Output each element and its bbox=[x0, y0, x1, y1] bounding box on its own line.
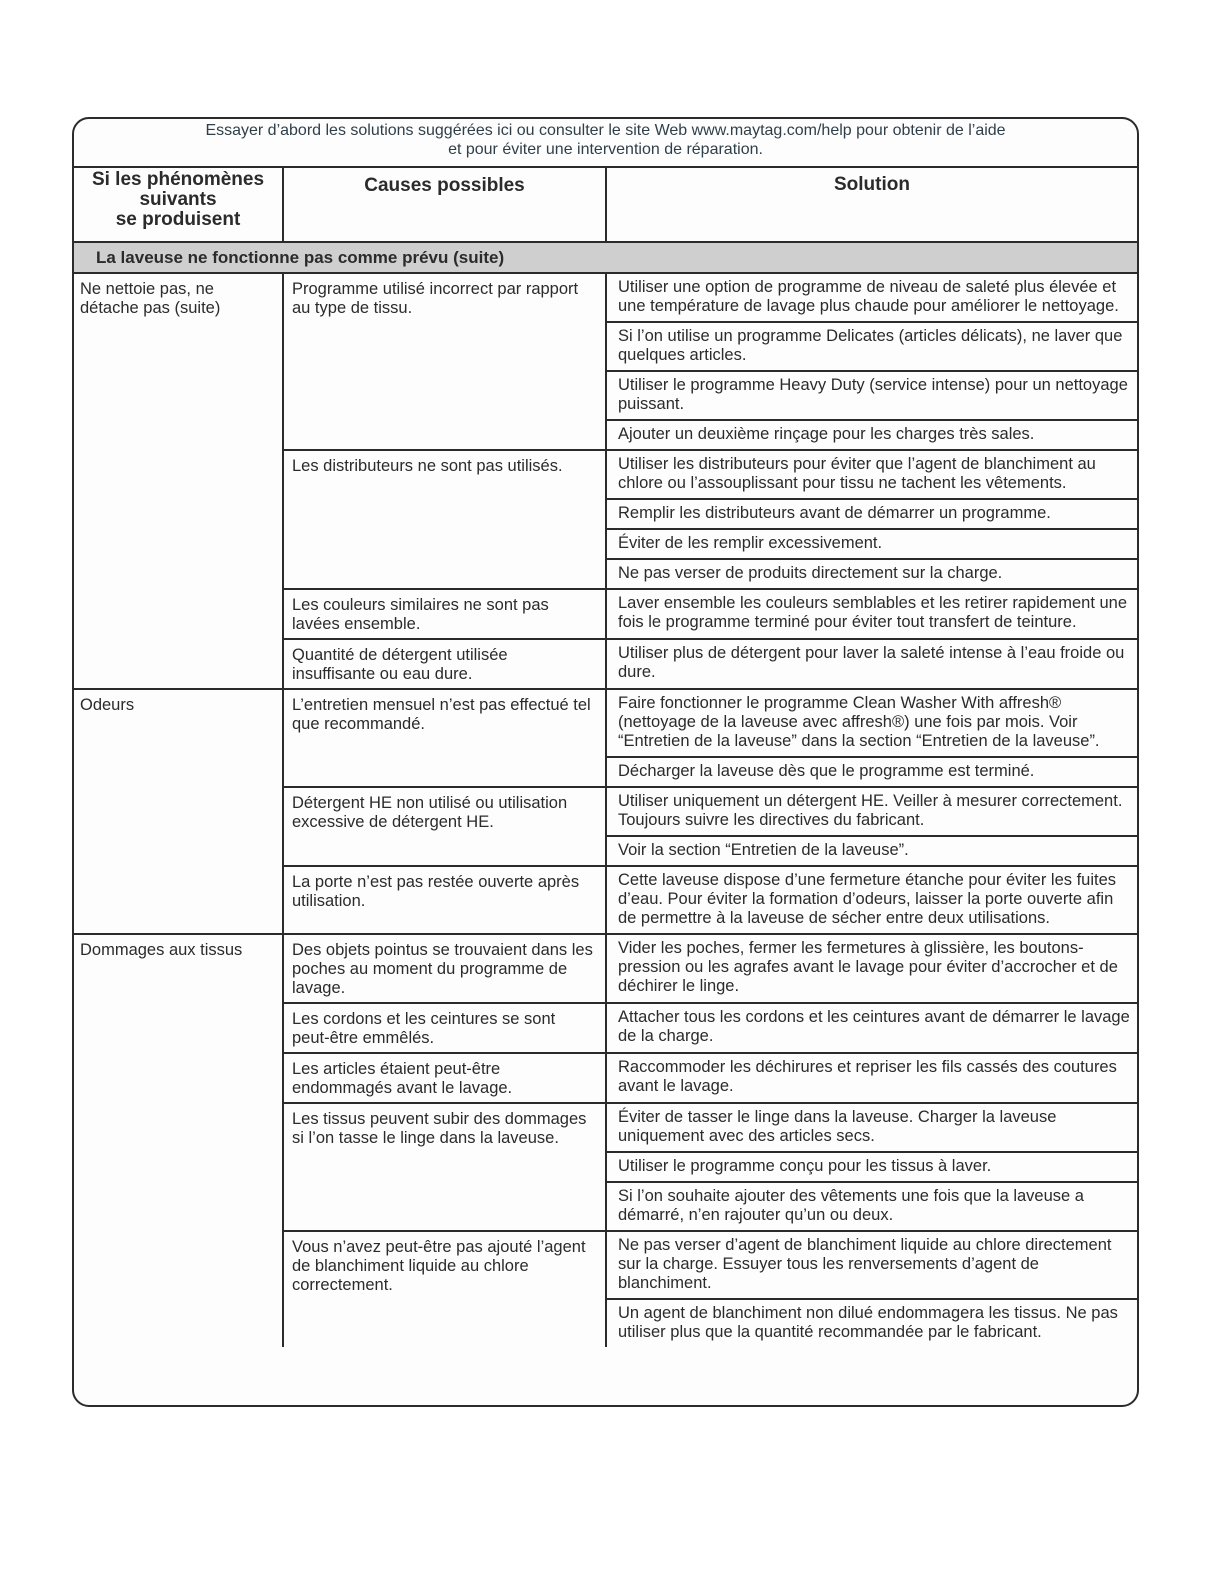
cause-cell: Les cordons et les ceintures se sont peut-être emmêlés. bbox=[284, 1004, 607, 1052]
solutions-column bbox=[607, 788, 1137, 865]
header-symptom bbox=[74, 168, 284, 241]
intro-line-2: et pour éviter une intervention de réparation. bbox=[448, 141, 763, 158]
solution-cell: Raccommoder les déchirures et repriser les fils cassés des coutures avant le lavage. bbox=[618, 1058, 1117, 1095]
section-title: La laveuse ne fonctionne pas comme prévu (suite) bbox=[74, 243, 1137, 274]
solution-cell: Attacher tous les cordons et les ceintures avant de démarrer le lavage de la charge. bbox=[618, 1008, 1130, 1045]
solution-cell: Utiliser les distributeurs pour éviter que l’agent de blanchiment au chlore ou l’assouplissant pour tissu ne tachent les vêtements. bbox=[607, 451, 1137, 500]
cause-row bbox=[284, 788, 1137, 867]
causes-column bbox=[284, 274, 1137, 688]
solution-cell: Vider les poches, fermer les fermetures à glissière, les boutons-pression ou les agrafes avant le lavage pour éviter d’accrocher et de déchirer le linge. bbox=[618, 939, 1118, 995]
solutions-column bbox=[607, 590, 1137, 638]
table-header bbox=[74, 168, 1137, 243]
solution-cell: Remplir les distributeurs avant de démarrer un programme. bbox=[607, 500, 1137, 530]
cause-row bbox=[284, 1232, 1137, 1347]
solutions-column bbox=[607, 640, 1137, 688]
header-symptom-line-3: se produisent bbox=[115, 209, 241, 230]
troubleshooting-table bbox=[72, 117, 1139, 1407]
symptom-group bbox=[74, 274, 1137, 690]
header-solution: Solution bbox=[834, 174, 910, 195]
solution-cell: Utiliser uniquement un détergent HE. Veiller à mesurer correctement. Toujours suivre les directives du fabricant. bbox=[607, 788, 1137, 837]
cause-row bbox=[284, 274, 1137, 451]
symptom-cell: Dommages aux tissus bbox=[74, 935, 284, 1347]
cause-row bbox=[284, 640, 1137, 688]
cause-cell: Programme utilisé incorrect par rapport au type de tissu. bbox=[284, 274, 607, 449]
cause-row bbox=[284, 590, 1137, 640]
solutions-column bbox=[607, 1054, 1137, 1102]
cause-cell: Les couleurs similaires ne sont pas lavées ensemble. bbox=[284, 590, 607, 638]
solution-cell: Laver ensemble les couleurs semblables et les retirer rapidement une fois le programme terminé pour éviter tout transfert de teinture. bbox=[618, 594, 1128, 631]
solution-cell: Ne pas verser d’agent de blanchiment liquide au chlore directement sur la charge. Essuyer tous les renversements d’agent de blanchiment. bbox=[607, 1232, 1137, 1300]
cause-row bbox=[284, 1004, 1137, 1054]
solution-cell: Utiliser plus de détergent pour laver la saleté intense à l’eau froide ou dure. bbox=[618, 644, 1125, 681]
solution-cell: Voir la section “Entretien de la laveuse”. bbox=[618, 841, 909, 859]
cause-cell: Des objets pointus se trouvaient dans les poches au moment du programme de lavage. bbox=[284, 935, 607, 1002]
solution-cell: Ajouter un deuxième rinçage pour les charges très sales. bbox=[618, 425, 1035, 443]
solution-cell: Ne pas verser de produits directement sur la charge. bbox=[618, 564, 1003, 582]
cause-cell: La porte n’est pas restée ouverte après utilisation. bbox=[284, 867, 607, 933]
solution-cell: Si l’on utilise un programme Delicates (articles délicats), ne laver que quelques articles. bbox=[607, 323, 1137, 372]
solution-cell: Si l’on souhaite ajouter des vêtements une fois que la laveuse a démarré, n’en rajouter qu’un ou deux. bbox=[618, 1187, 1084, 1224]
solutions-column bbox=[607, 690, 1137, 786]
solution-cell: Décharger la laveuse dès que le programme est terminé. bbox=[618, 762, 1035, 780]
cause-cell: Détergent HE non utilisé ou utilisation excessive de détergent HE. bbox=[284, 788, 607, 865]
symptom-group bbox=[74, 935, 1137, 1347]
solutions-column bbox=[607, 935, 1137, 1002]
header-causes: Causes possibles bbox=[284, 168, 607, 241]
solutions-column bbox=[607, 1104, 1137, 1230]
cause-row bbox=[284, 935, 1137, 1004]
solution-cell: Un agent de blanchiment non dilué endommagera les tissus. Ne pas utiliser plus que la quantité recommandée par le fabricant. bbox=[618, 1304, 1118, 1341]
cause-cell: Les articles étaient peut-être endommagés avant le lavage. bbox=[284, 1054, 607, 1102]
symptom-cell: Ne nettoie pas, ne détache pas (suite) bbox=[74, 274, 284, 688]
solutions-column bbox=[607, 1232, 1137, 1347]
solution-cell: Cette laveuse dispose d’une fermeture étanche pour éviter les fuites d’eau. Pour éviter la formation d’odeurs, laisser la porte ouverte afin de permettre à la laveuse de sécher entre deux utilisations. bbox=[618, 871, 1117, 927]
solution-cell: Utiliser une option de programme de niveau de saleté plus élevée et une température de lavage plus chaude pour améliorer le nettoyage. bbox=[607, 274, 1137, 323]
solution-cell: Utiliser le programme conçu pour les tissus à laver. bbox=[607, 1153, 1137, 1183]
causes-column bbox=[284, 935, 1137, 1347]
symptom-cell: Odeurs bbox=[74, 690, 284, 933]
cause-row bbox=[284, 867, 1137, 933]
header-symptom-line-2: suivants bbox=[139, 189, 217, 210]
solution-cell: Éviter de les remplir excessivement. bbox=[607, 530, 1137, 560]
causes-column bbox=[284, 690, 1137, 933]
cause-cell: Vous n’avez peut-être pas ajouté l’agent de blanchiment liquide au chlore correctement. bbox=[284, 1232, 607, 1347]
table-body bbox=[74, 274, 1137, 1347]
symptom-group bbox=[74, 690, 1137, 935]
cause-cell: L’entretien mensuel n’est pas effectué tel que recommandé. bbox=[284, 690, 607, 786]
solutions-column bbox=[607, 1004, 1137, 1052]
solutions-column bbox=[607, 451, 1137, 588]
solution-cell: Utiliser le programme Heavy Duty (service intense) pour un nettoyage puissant. bbox=[607, 372, 1137, 421]
cause-row bbox=[284, 690, 1137, 788]
cause-cell: Quantité de détergent utilisée insuffisante ou eau dure. bbox=[284, 640, 607, 688]
cause-cell: Les distributeurs ne sont pas utilisés. bbox=[284, 451, 607, 588]
cause-row bbox=[284, 1104, 1137, 1232]
cause-row bbox=[284, 1054, 1137, 1104]
solutions-column bbox=[607, 867, 1137, 933]
cause-row bbox=[284, 451, 1137, 590]
header-symptom-line-1: Si les phénomènes bbox=[91, 169, 265, 190]
solution-cell: Éviter de tasser le linge dans la laveuse. Charger la laveuse uniquement avec des articles secs. bbox=[607, 1104, 1137, 1153]
intro-note bbox=[74, 119, 1137, 168]
cause-cell: Les tissus peuvent subir des dommages si l’on tasse le linge dans la laveuse. bbox=[284, 1104, 607, 1230]
intro-line-1: Essayer d’abord les solutions suggérées ici ou consulter le site Web www.maytag.com/help pour obtenir de l’aide bbox=[205, 122, 1006, 139]
solutions-column bbox=[607, 274, 1137, 449]
solution-cell: Faire fonctionner le programme Clean Washer With affresh® (nettoyage de la laveuse avec affresh®) une fois par mois. Voir “Entretien de la laveuse” dans la section “Entretien de la laveuse”. bbox=[607, 690, 1137, 758]
